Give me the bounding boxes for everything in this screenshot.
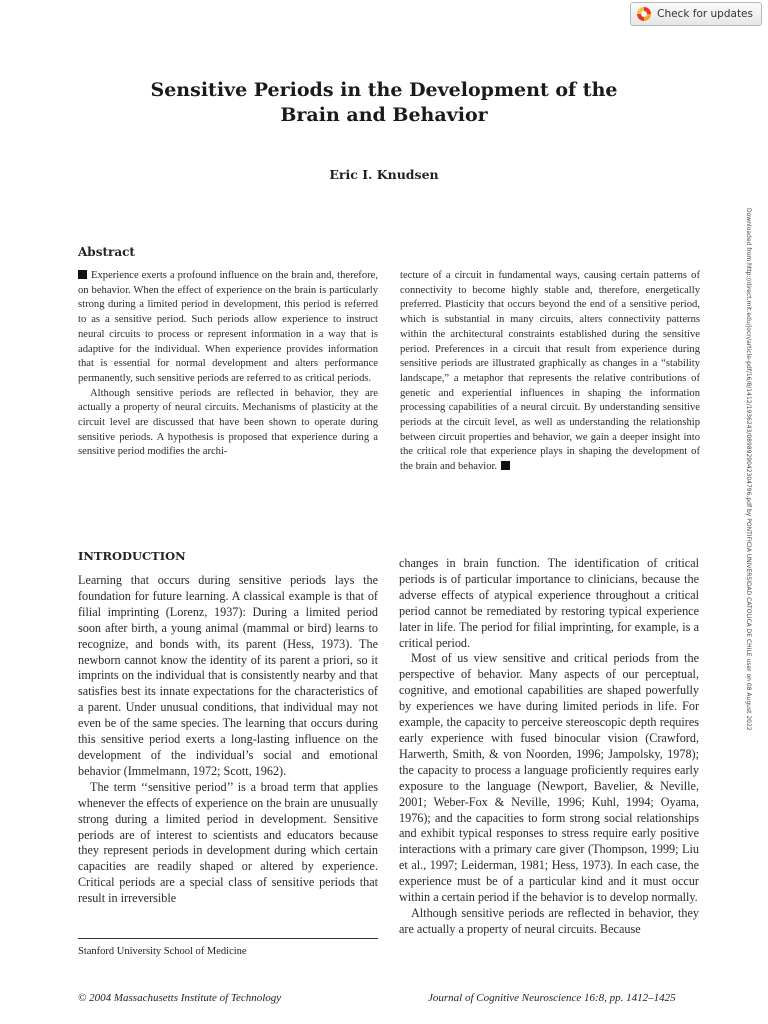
author-name: Eric I. Knudsen [329, 167, 439, 182]
title-line-2: Brain and Behavior [280, 104, 488, 126]
crossmark-icon [637, 7, 651, 21]
abstract-paragraph: Although sensitive periods are reflected in behavior, they are actually a property of neural circuits. Mechanisms of plasticity at the circuit level are discussed that have been shown to operate during sensitive periods. A hypothesis is proposed that experience during a sensitive period modifies the archi- [78, 387, 378, 458]
abstract-paragraph: tecture of a circuit in fundamental ways, causing certain patterns of connectivity to become highly stable and, therefore, energetically preferred. Plasticity that occurs beyond the end of a sensitive period, which is substantial in many circuits, alters connectivity patterns within the architectural constraints established during the sensitive period. Preferences in a circuit that result from experience during sensitive periods are illustrated graphically as changes in a “stability landscape,” a metaphor that represents the relative contributions of genetic and experiential influences in shaping the information processing capabilities of a neural circuit. By understanding sensitive periods at the circuit level, as well as understanding the relationship between circuit properties and behavior, we gain a deeper insight into the critical role that experience plays in shaping the development of the brain and behavior. [400, 270, 700, 473]
body-left-column [78, 573, 378, 907]
abstract-left-column [78, 269, 378, 460]
author-affiliation: Stanford University School of Medicine [78, 946, 247, 957]
footnote-divider [78, 938, 378, 939]
introduction-heading: INTRODUCTION [78, 549, 186, 563]
abstract-paragraph: Experience exerts a profound influence on the brain and, therefore, on behavior. When the effect of experience on the brain is particularly strong during a limited period in development, this period is referred to as a sensitive period. Such periods allow experience to instruct neural circuits to process or represent information in a way that is adaptive for the individual. When experience provides information that is essential for normal development and alters performance permanently, such sensitive periods are referred to as critical periods. [78, 270, 378, 384]
check-for-updates-button[interactable] [630, 2, 762, 26]
square-end-icon [501, 461, 510, 470]
check-for-updates-label: Check for updates [657, 8, 753, 20]
body-paragraph: The term ‘‘sensitive period’’ is a broad term that applies whenever the effects of experience on the brain are unusually strong during a limited period in development. Sensitive periods are of interest to scientists and educators because they represent periods in development during which certain capacities are readily shaped or altered by experience. Critical periods are a special class of sensitive periods that result in irreversible [78, 779, 378, 906]
body-paragraph: Although sensitive periods are reflected in behavior, they are actually a property of neural circuits. Because [399, 905, 699, 936]
abstract-heading: Abstract [78, 245, 135, 259]
body-paragraph: Most of us view sensitive and critical periods from the perspective of behavior. Many aspects of our perceptual, cognitive, and emotional capabilities are shaped powerfully by experiences we have during limited periods in life. For example, the capacity to perceive stereoscopic depth requires early experience with fused binocular vision (Crawford, Harwerth, Smith, & von Noorden, 1996; Jampolsky, 1978); the capacity to process a language proficiently requires early exposure to the language (Newport, Bavelier, & Neville, 2001; Weber-Fox & Neville, 1996; Kuhl, 1994; Oyama, 1976); and the capacities to form strong social relationships and exhibit typical responses to stress require early positive interactions with a primary care giver (Thompson, 1999; Liu et al., 1997; Leiderman, 1981; Hess, 1973). In each case, the experience must be of a particular kind and it must occur within a certain period if the behavior is to develop normally. [399, 651, 699, 905]
body-right-column [399, 556, 699, 938]
square-bullet-icon [78, 270, 87, 279]
download-notice: Downloaded from http://direct.mit.edu/jocn/article-pdf/16/8/1412/1936243/0898929042304796.pdf by PONTIFICIA UNIVERSIDAD CATOLICA DE CHILE user on 08 August 2022 [745, 208, 752, 731]
paper-title [0, 78, 768, 128]
title-line-1: Sensitive Periods in the Development of the [150, 79, 618, 101]
body-paragraph: changes in brain function. The identification of critical periods is of particular importance to clinicians, because the adverse effects of atypical experience throughout a critical period cannot be remediated by restoring typical experience later in life. The period for filial imprinting, for example, is a critical period. [399, 556, 699, 650]
body-paragraph: Learning that occurs during sensitive periods lays the foundation for future learning. A classical example is that of filial imprinting (Lorenz, 1937): During a limited period soon after birth, a young animal (mammal or bird) learns to recognize, and bonds with, its parent (Hess, 1973). The newborn cannot know the identity of its parent a priori, so it imprints on the individual that is consistently nearby and that satisfies best its innate expectations for the characteristics of a parent. Under unusual conditions, that individual may not even be of the same species. The learning that occurs during this sensitive period exerts a long-lasting influence on the development of the individual’s social and emotional behavior (Immelmann, 1972; Scott, 1962). [78, 573, 378, 778]
abstract-right-column [400, 269, 700, 475]
journal-citation: Journal of Cognitive Neuroscience 16:8, pp. 1412–1425 [428, 992, 676, 1004]
copyright-line: © 2004 Massachusetts Institute of Technology [78, 992, 282, 1004]
